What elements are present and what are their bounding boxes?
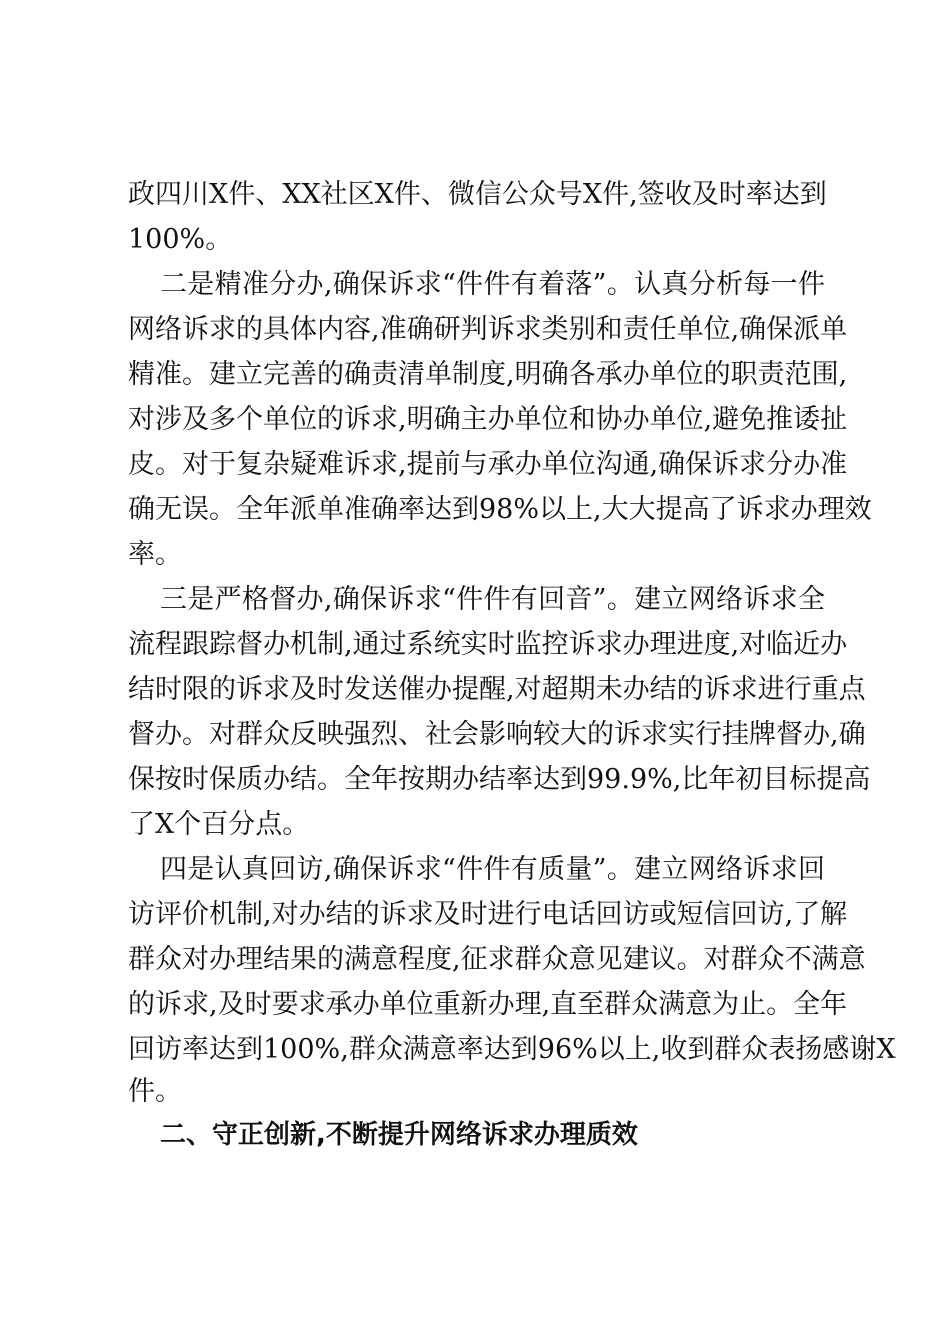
paragraph-line: 对涉及多个单位的诉求,明确主办单位和协办单位,避免推诿扯 — [128, 404, 848, 435]
paragraph-line: 二是精准分办,确保诉求“件件有着落”。认真分析每一件 — [160, 269, 825, 300]
paragraph-line: 政四川X件、XX社区X件、微信公众号X件,签收及时率达到 — [128, 179, 827, 210]
paragraph-line: 群众对办理结果的满意程度,征求群众意见建议。对群众不满意 — [128, 944, 866, 975]
paragraph-line: 访评价机制,对办结的诉求及时进行电话回访或短信回访,了解 — [128, 899, 848, 930]
paragraph-line: 的诉求,及时要求承办单位重新办理,直至群众满意为止。全年 — [128, 989, 848, 1020]
paragraph-line: 三是严格督办,确保诉求“件件有回音”。建立网络诉求全 — [160, 584, 825, 615]
paragraph-line: 皮。对于复杂疑难诉求,提前与承办单位沟通,确保诉求分办准 — [128, 449, 848, 480]
paragraph-line: 率。 — [128, 539, 182, 570]
paragraph-line: 流程跟踪督办机制,通过系统实时监控诉求办理进度,对临近办 — [128, 629, 848, 660]
paragraph-line: 四是认真回访,确保诉求“件件有质量”。建立网络诉求回 — [160, 854, 825, 885]
paragraph-line: 网络诉求的具体内容,准确研判诉求类别和责任单位,确保派单 — [128, 314, 848, 345]
paragraph-line: 精准。建立完善的确责清单制度,明确各承办单位的职责范围, — [128, 359, 848, 390]
paragraph-line: 回访率达到100%,群众满意率达到96%以上,收到群众表扬感谢X — [128, 1034, 896, 1065]
paragraph-line: 保按时保质办结。全年按期办结率达到99.9%,比年初目标提高 — [128, 764, 871, 795]
paragraph-line: 了X个百分点。 — [128, 809, 310, 840]
paragraph-line: 督办。对群众反映强烈、社会影响较大的诉求实行挂牌督办,确 — [128, 719, 866, 750]
paragraph-line: 确无误。全年派单准确率达到98%以上,大大提高了诉求办理效 — [128, 494, 872, 525]
paragraph-line: 结时限的诉求及时发送催办提醒,对超期未办结的诉求进行重点 — [128, 674, 866, 705]
paragraph-line: 100%。 — [128, 224, 233, 255]
paragraph-line: 件。 — [128, 1076, 182, 1107]
section-heading: 二、守正创新,不断提升网络诉求办理质效 — [160, 1120, 638, 1150]
